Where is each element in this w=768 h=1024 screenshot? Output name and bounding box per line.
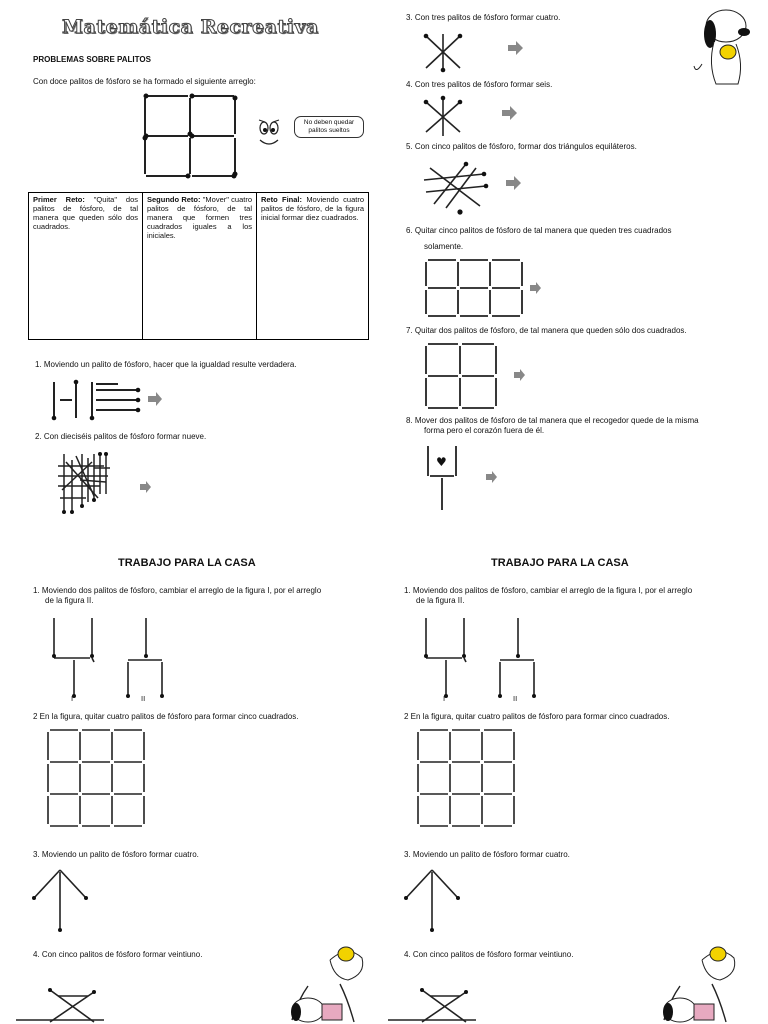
- problem-7: 7. Quitar dos palitos de fósforo, de tal manera que queden sólo dos cuadrados.: [406, 326, 687, 335]
- matchstick-grid-2x2: [140, 92, 240, 182]
- tangled-matches-figure: [54, 450, 154, 516]
- problem-8a: 8. Mover dos palitos de fósforo de tal manera que el recogedor quede de la misma: [406, 416, 699, 425]
- figure-i-ii: [422, 616, 542, 706]
- reto-text: "Quita" dos palitos de fósforo, de tal manera que queden sólo dos cuadrados.: [33, 195, 138, 231]
- homework-1b: de la figura II.: [416, 596, 465, 605]
- speech-bubble: No deben quedar palitos sueltos: [294, 116, 364, 138]
- homework-1a: 1. Moviendo dos palitos de fósforo, cambiar el arreglo de la figura I, por el arreglo: [33, 586, 322, 595]
- homework-title: TRABAJO PARA LA CASA: [491, 557, 629, 569]
- reto-label: Reto Final:: [261, 195, 302, 204]
- problem-6b: solamente.: [424, 242, 464, 251]
- homework-1a: 1. Moviendo dos palitos de fósforo, cambiar el arreglo de la figura I, por el arreglo: [404, 586, 693, 595]
- homework-3: 3. Moviendo un palito de fósforo formar cuatro.: [33, 850, 199, 859]
- problem-8b: forma pero el corazón fuera de él.: [424, 426, 545, 435]
- snoopy-woodstock-drawing-icon: [278, 940, 370, 1024]
- homework-4: 4. Con cinco palitos de fósforo formar veintiuno.: [404, 950, 574, 959]
- snoopy-drawing-icon: [688, 4, 758, 92]
- matchstick-grid-2x2-small: [422, 340, 532, 412]
- retos-table: [28, 192, 369, 340]
- figure-ii-label: II: [513, 694, 518, 703]
- five-matches-cross-figure: [386, 986, 486, 1024]
- problem-5: 5. Con cinco palitos de fósforo, formar dos triángulos equiláteros.: [406, 142, 637, 151]
- three-matches-figure: [420, 30, 530, 72]
- figure-i-label: I: [71, 694, 74, 703]
- reto-cell: [143, 193, 257, 340]
- heart-icon: ♥: [436, 455, 447, 469]
- matchstick-grid-3x3: [414, 726, 524, 830]
- smiley-icon: [256, 116, 284, 150]
- figure-i-ii: [50, 616, 170, 706]
- section-title: PROBLEMAS SOBRE PALITOS: [33, 55, 151, 64]
- figure-i-label: I: [443, 694, 446, 703]
- reto-text: "Mover" cuatro palitos de fósforo, de tal manera que formen tres cuadrados iguales a los iniciales.: [147, 195, 253, 240]
- problem-3: 3. Con tres palitos de fósforo formar cuatro.: [406, 13, 561, 22]
- reto-cell: [29, 193, 143, 340]
- homework-2: 2 En la figura, quitar cuatro palitos de fósforo para formar cinco cuadrados.: [33, 712, 299, 721]
- problem-1: 1. Moviendo un palito de fósforo, hacer que la igualdad resulte verdadera.: [35, 360, 297, 369]
- page-title: Matemática Recreativa: [62, 16, 319, 38]
- homework-1b: de la figura II.: [45, 596, 94, 605]
- homework-4: 4. Con cinco palitos de fósforo formar veintiuno.: [33, 950, 203, 959]
- homework-2: 2 En la figura, quitar cuatro palitos de fósforo para formar cinco cuadrados.: [404, 712, 670, 721]
- equation-figure: [48, 378, 168, 422]
- arrow-matches-figure: [402, 864, 472, 934]
- problem-2: 2. Con dieciséis palitos de fósforo formar nueve.: [35, 432, 207, 441]
- figure-ii-label: II: [141, 694, 146, 703]
- dustpan-figure: [422, 444, 502, 512]
- five-matches-cross-figure: [14, 986, 114, 1024]
- problem-4: 4. Con tres palitos de fósforo formar seis.: [406, 80, 553, 89]
- reto-text: Moviendo cuatro palitos de fósforo, de la figura inicial formar diez cuadrados.: [261, 195, 364, 222]
- homework-3: 3. Moviendo un palito de fósforo formar cuatro.: [404, 850, 570, 859]
- problem-6a: 6. Quitar cinco palitos de fósforo de tal manera que queden tres cuadrados: [406, 226, 672, 235]
- matchstick-grid-3x2: [422, 256, 552, 320]
- reto-label: Segundo Reto:: [147, 195, 201, 204]
- homework-title: TRABAJO PARA LA CASA: [118, 557, 256, 569]
- intro-text: Con doce palitos de fósforo se ha formado el siguiente arreglo:: [33, 77, 256, 86]
- snoopy-woodstock-drawing-icon: [650, 940, 742, 1024]
- matchstick-grid-3x3: [44, 726, 154, 830]
- five-matches-figure: [420, 160, 530, 220]
- three-matches-star-figure: [422, 96, 532, 138]
- arrow-matches-figure: [30, 864, 100, 934]
- reto-cell: [257, 193, 369, 340]
- reto-label: Primer Reto:: [33, 195, 85, 204]
